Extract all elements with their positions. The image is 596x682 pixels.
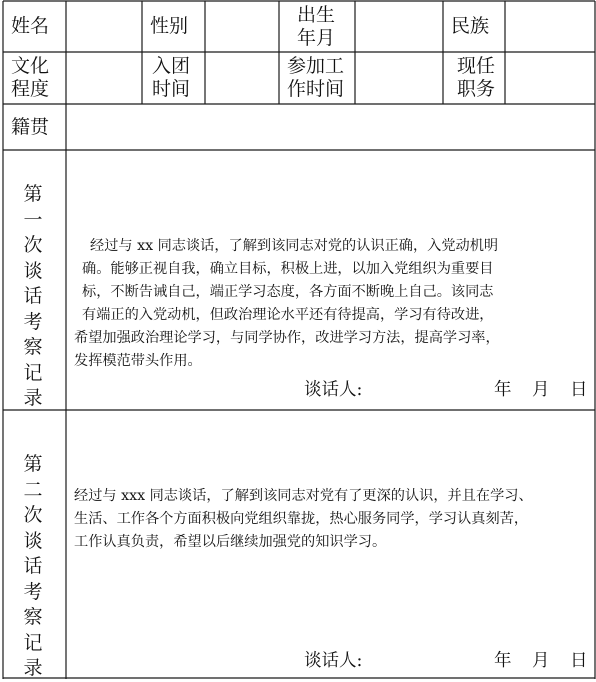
first-day-label: 日 xyxy=(570,380,588,400)
first-talk-line: 标，不断告诫自己，端正学习态度，各方面不断晚上自己。该同志 xyxy=(82,284,494,300)
second-talker-label: 谈话人: xyxy=(304,651,363,671)
education-label: 文化 程度 xyxy=(11,55,50,100)
current-position-value[interactable] xyxy=(505,52,595,104)
current-position-label: 现任 职务 xyxy=(457,55,496,100)
second-talk-line: 经过与 xxx 同志谈话，了解到该同志对党有了更深的认识，并且在学习、 xyxy=(74,488,533,504)
second-talk-side-label: 第 二 次 谈 话 考 察 记 录 xyxy=(23,453,43,679)
gender-value[interactable] xyxy=(205,1,279,52)
second-year-label: 年 xyxy=(494,651,512,671)
ethnicity-value[interactable] xyxy=(505,1,595,52)
name-value[interactable] xyxy=(66,1,142,52)
first-talk-line: 发挥模范带头作用。 xyxy=(74,353,202,369)
first-month-label: 月 xyxy=(532,380,550,400)
native-place-value[interactable] xyxy=(66,104,595,150)
first-talk-line: 确。能够正视自我，确立目标，积极上进，以加入党组织为重要目 xyxy=(82,261,494,277)
birth-date-label: 出生 年月 xyxy=(297,3,336,49)
gender-label: 性别 xyxy=(150,15,189,37)
first-talk-line: 有端正的入党动机，但政治理论水平还有待提高，学习有待改进， xyxy=(82,307,494,323)
education-value[interactable] xyxy=(66,52,142,104)
second-day-label: 日 xyxy=(570,651,588,671)
birth-date-value[interactable] xyxy=(355,1,443,52)
work-start-date-label: 参加工 作时间 xyxy=(287,55,345,100)
second-talk-line: 生活、工作各个方面积极向党组织靠拢，热心服务同学，学习认真刻苦， xyxy=(74,511,529,527)
work-start-date-value[interactable] xyxy=(355,52,443,104)
first-talker-label: 谈话人: xyxy=(304,380,363,400)
second-month-label: 月 xyxy=(532,651,550,671)
first-talk-side-label: 第 一 次 谈 话 考 察 记 录 xyxy=(23,183,43,409)
second-talk-line: 工作认真负责，希望以后继续加强党的知识学习。 xyxy=(74,534,387,550)
league-join-date-label: 入团 时间 xyxy=(152,55,191,100)
ethnicity-label: 民族 xyxy=(451,15,490,37)
first-talk-line: 经过与 xx 同志谈话，了解到该同志对党的认识正确，入党动机明 xyxy=(90,238,499,254)
native-place-label: 籍贯 xyxy=(11,115,50,138)
first-talk-line: 希望加强政治理论学习，与同学协作，改进学习方法，提高学习率， xyxy=(74,330,500,346)
first-year-label: 年 xyxy=(494,380,512,400)
name-label: 姓名 xyxy=(11,15,50,37)
league-join-date-value[interactable] xyxy=(205,52,279,104)
